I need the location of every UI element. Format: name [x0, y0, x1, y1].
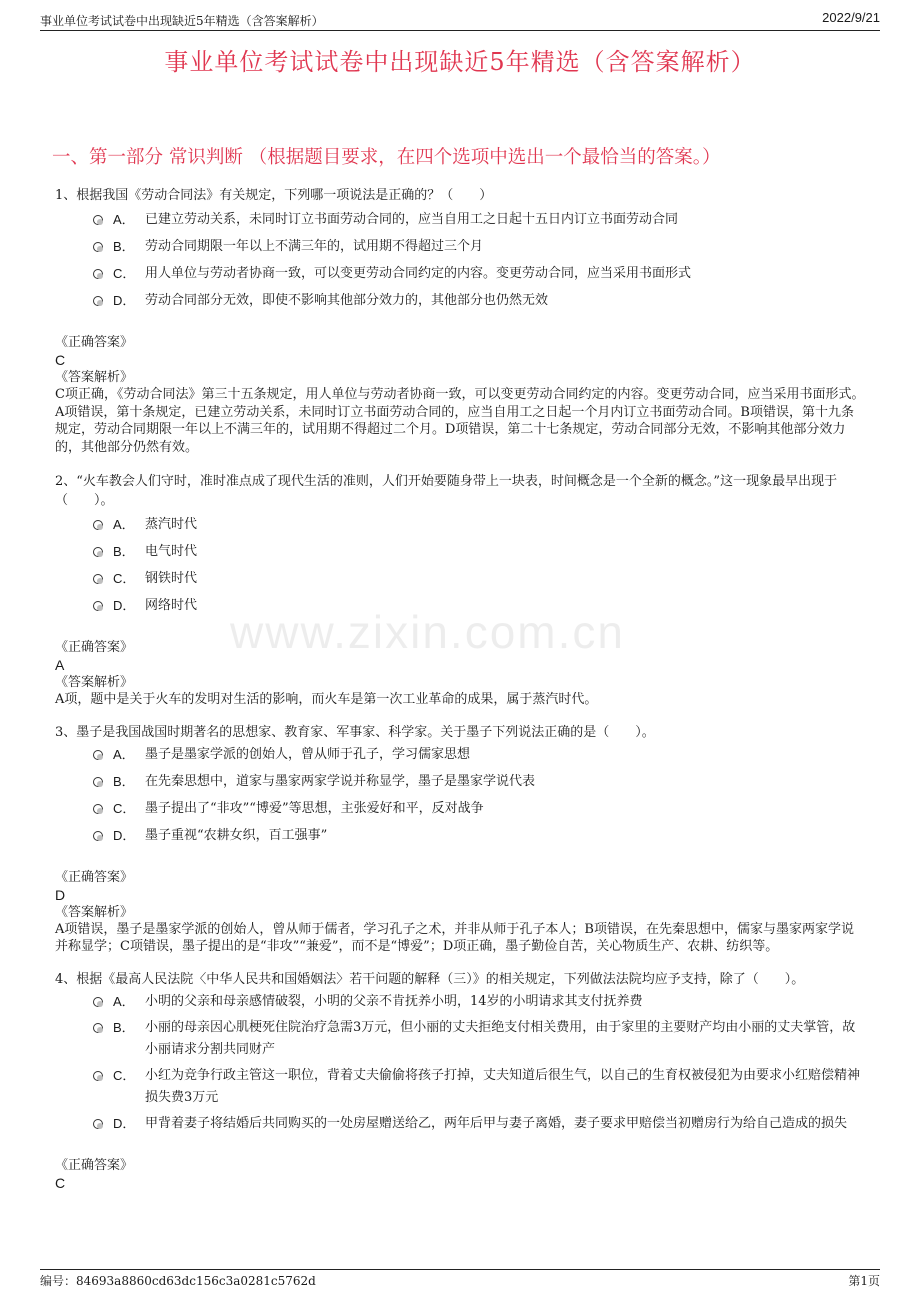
page-title: 事业单位考试试卷中出现缺近5年精选（含答案解析）: [164, 48, 756, 76]
radio-icon[interactable]: [93, 750, 103, 760]
option-a[interactable]: [93, 514, 865, 536]
doc-id: 编号：84693a8860cd63dc156c3a0281c5762d: [40, 1274, 316, 1288]
page-footer: [40, 1272, 880, 1290]
option-a[interactable]: [93, 991, 865, 1013]
option-letter: C．: [113, 571, 136, 586]
answer-value: D: [55, 886, 66, 903]
radio-icon[interactable]: [93, 997, 103, 1007]
question-stem: 3、墨子是我国战国时期著名的思想家、教育家、军事家、科学家。关于墨子下列说法正确的是（ ）。: [55, 724, 655, 740]
option-text: 墨子提出了“非攻”“博爱”等思想，主张爱好和平，反对战争: [145, 800, 484, 816]
explanation-text: A项，题中是关于火车的发明对生活的影响，而火车是第一次工业革命的成果，属于蒸汽时代。: [55, 692, 598, 707]
radio-icon[interactable]: [93, 601, 103, 611]
option-letter: C．: [113, 266, 136, 281]
option-text: 电气时代: [145, 544, 198, 559]
option-text: 墨子重视“农耕女织，百工强事”: [145, 827, 328, 843]
page-header: [40, 10, 880, 30]
radio-icon[interactable]: [93, 215, 103, 225]
radio-icon[interactable]: [93, 547, 103, 557]
question-list: [55, 186, 865, 1192]
option-text: 蒸汽时代: [145, 517, 198, 532]
option-text: 小红为竞争行政主管这一职位，背着丈夫偷偷将孩子打掉，丈夫知道后很生气，以自己的生育权被侵犯为由要求小红赔偿精神损失费3万元: [145, 1067, 861, 1105]
option-letter: B．: [113, 1019, 135, 1035]
radio-icon[interactable]: [93, 1023, 103, 1033]
option-letter: A．: [113, 993, 135, 1009]
option-b[interactable]: [93, 541, 865, 563]
option-text: 钢铁时代: [145, 571, 198, 586]
option-d[interactable]: [93, 595, 865, 617]
question-1: [55, 186, 865, 456]
option-c[interactable]: [93, 263, 865, 285]
explanation-label: 《答案解析》: [55, 370, 134, 385]
option-letter: B．: [113, 239, 135, 254]
radio-icon[interactable]: [93, 804, 103, 814]
option-c[interactable]: [93, 798, 865, 820]
question-2: [55, 472, 865, 709]
option-d[interactable]: [93, 1113, 865, 1135]
answer-value: C: [55, 352, 66, 368]
radio-icon[interactable]: [93, 269, 103, 279]
radio-icon[interactable]: [93, 1071, 103, 1081]
answer-label: 《正确答案》: [55, 640, 134, 655]
option-letter: A．: [113, 517, 135, 532]
option-text: 在先秦思想中，道家与墨家两家学说并称显学，墨子是墨家学说代表: [145, 773, 536, 789]
option-letter: D．: [113, 827, 136, 843]
question-4: [55, 970, 865, 1192]
radio-icon[interactable]: [93, 242, 103, 252]
radio-icon[interactable]: [93, 831, 103, 841]
header-doc-title: 事业单位考试试卷中出现缺近5年精选（含答案解析）: [40, 14, 324, 28]
option-d[interactable]: [93, 290, 865, 312]
option-text: 已建立劳动关系，未同时订立书面劳动合同的，应当自用工之日起十五日内订立书面劳动合同: [145, 212, 679, 227]
option-d[interactable]: [93, 825, 865, 847]
option-c[interactable]: [93, 1065, 865, 1109]
radio-icon[interactable]: [93, 296, 103, 306]
answer-label: 《正确答案》: [55, 335, 134, 350]
option-a[interactable]: [93, 209, 865, 231]
explanation-text: C项正确，《劳动合同法》第三十五条规定，用人单位与劳动者协商一致，可以变更劳动合同约定的内容。变更劳动合同，应当采用书面形式。A项错误，第十条规定，已建立劳动关系，未同时订立书面劳动合同的，应当自用工之日起一个月内订立书面劳动合同。B项错误，第十九条规定，劳动合同期限一年以上不满三年的，试用期不得超过二个月。D项错误，第二十七条规定，劳动合同部分无效，不影响其他部分效力的，其他部分仍然有效。: [55, 387, 865, 455]
option-text: 墨子是墨家学派的创始人，曾从师于孔子，学习儒家思想: [145, 746, 471, 762]
option-letter: C．: [113, 800, 136, 816]
footer-divider: [40, 1269, 880, 1270]
answer-value: C: [55, 1174, 66, 1191]
explanation-label: 《答案解析》: [55, 904, 134, 920]
option-a[interactable]: [93, 744, 865, 766]
option-letter: A．: [113, 746, 135, 762]
option-letter: B．: [113, 544, 135, 559]
option-text: 小丽的母亲因心肌梗死住院治疗急需3万元，但小丽的丈夫拒绝支付相关费用，由于家里的主要财产均由小丽的丈夫掌管，故小丽请求分割共同财产: [145, 1019, 856, 1057]
option-c[interactable]: [93, 568, 865, 590]
option-letter: D．: [113, 293, 136, 308]
answer-label: 《正确答案》: [55, 1157, 134, 1173]
option-text: 劳动合同部分无效，即使不影响其他部分效力的，其他部分也仍然无效: [145, 293, 549, 308]
header-divider: [40, 30, 880, 31]
question-stem: 4、根据《最高人民法院〈中华人民共和国婚姻法〉若干问题的解释（三）》的相关规定，下列做法法院均应予支持，除了（ ）。: [55, 971, 805, 987]
section-heading: 一、第一部分 常识判断 （根据题目要求，在四个选项中选出一个最恰当的答案。）: [52, 147, 721, 168]
explanation-text: A项错误，墨子是墨家学派的创始人，曾从师于儒者，学习孔子之术，并非从师于孔子本人；B项错误，在先秦思想中，儒家与墨家两家学说并称显学；C项错误，墨子提出的是“非攻”“兼爱”，而不是“博爱”；D项正确，墨子勤俭自苦，关心物质生产、农耕、纺织等。: [55, 921, 854, 954]
option-letter: D．: [113, 598, 136, 613]
option-b[interactable]: [93, 771, 865, 793]
watermark: www.zixin.com.cn: [230, 606, 625, 658]
radio-icon[interactable]: [93, 1119, 103, 1129]
radio-icon[interactable]: [93, 574, 103, 584]
option-text: 甲背着妻子将结婚后共同购买的一处房屋赠送给乙，两年后甲与妻子离婚，妻子要求甲赔偿当初赠房行为给自己造成的损失: [145, 1115, 848, 1131]
option-text: 劳动合同期限一年以上不满三年的，试用期不得超过三个月: [145, 239, 484, 254]
page-number: 第1页: [848, 1274, 880, 1288]
option-letter: D．: [113, 1115, 136, 1131]
question-stem: 1、根据我国《劳动合同法》有关规定，下列哪一项说法是正确的？（ ）: [55, 188, 493, 203]
option-b[interactable]: [93, 1017, 865, 1061]
radio-icon[interactable]: [93, 777, 103, 787]
radio-icon[interactable]: [93, 520, 103, 530]
option-text: 网络时代: [145, 598, 198, 613]
question-stem: 2、“火车教会人们守时，准时准点成了现代生活的准则，人们开始要随身带上一块表，时间概念是一个全新的概念。”这一现象最早出现于（ ）。: [55, 474, 838, 508]
option-letter: A．: [113, 212, 135, 227]
option-text: 小明的父亲和母亲感情破裂，小明的父亲不肯抚养小明，14岁的小明请求其支付抚养费: [145, 993, 643, 1009]
option-b[interactable]: [93, 236, 865, 258]
answer-value: A: [55, 657, 65, 673]
header-date: 2022/9/21: [822, 10, 880, 25]
question-3: [55, 723, 865, 956]
option-text: 用人单位与劳动者协商一致，可以变更劳动合同约定的内容。变更劳动合同，应当采用书面形式: [145, 266, 692, 281]
option-letter: B．: [113, 773, 135, 789]
answer-label: 《正确答案》: [55, 869, 134, 885]
option-letter: C．: [113, 1067, 136, 1083]
explanation-label: 《答案解析》: [55, 675, 134, 690]
